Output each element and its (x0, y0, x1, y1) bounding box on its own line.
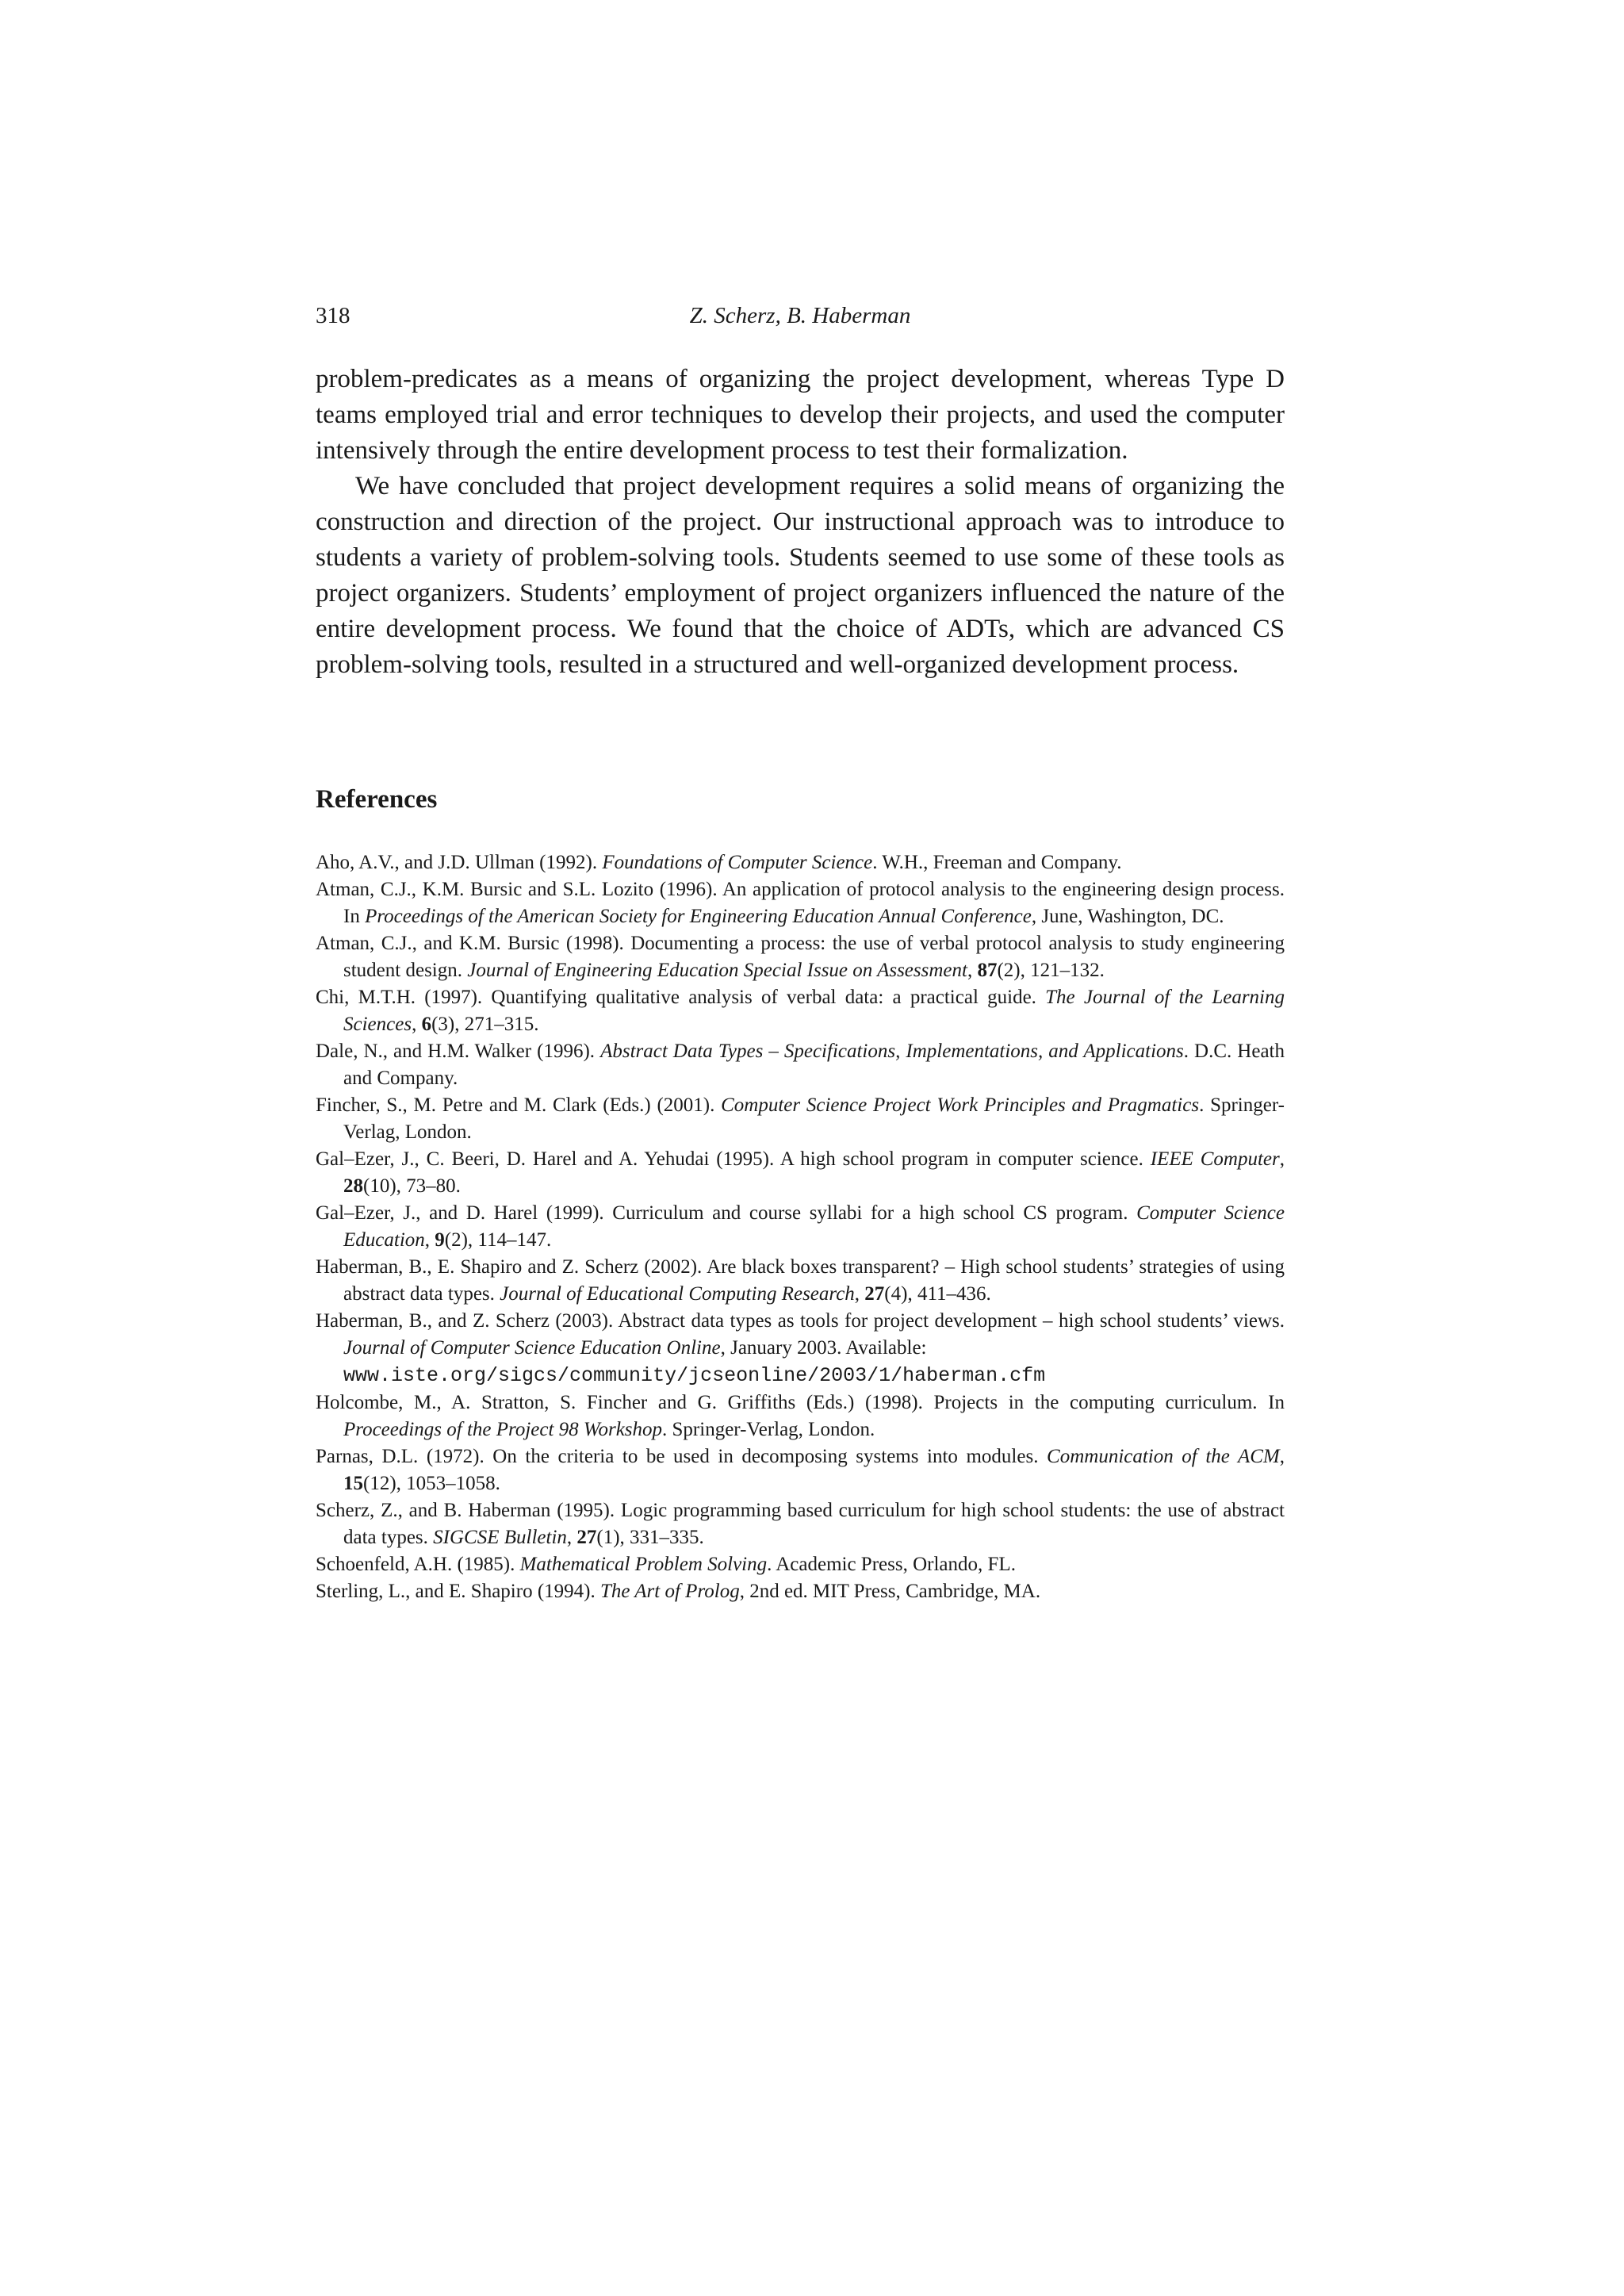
paragraph: problem-predicates as a means of organizing the project development, whereas Type D teams employed trial and error techniques to develop their projects, and used the computer intensively through the entire development process to test their formalization. (316, 365, 1285, 465)
reference-list (316, 849, 1285, 1605)
reference-item: Sterling, L., and E. Shapiro (1994). The Art of Prolog, 2nd ed. MIT Press, Cambridge, MA. (316, 1581, 1041, 1602)
reference-item: Atman, C.J., K.M. Bursic and S.L. Lozito (1996). An application of protocol analysis to the engineering design process. In Proceedings of the American Society for Engineering Education Annual Conference, June, Washington, DC. (316, 879, 1285, 927)
references-heading: References (316, 785, 438, 814)
reference-item: Holcombe, M., A. Stratton, S. Fincher and G. Griffiths (Eds.) (1998). Projects in the computing curriculum. In Proceedings of the Project 98 Workshop. Springer-Verlag, London. (316, 1392, 1285, 1440)
reference-item: Haberman, B., and Z. Scherz (2003). Abstract data types as tools for project development – high school students’ views. Journal of Computer Science Education Online, January 2003. Available: www.iste.org/sigcs/community/jcseonline/2003/1/haberman.cfm (316, 1310, 1285, 1387)
page-number: 318 (316, 303, 350, 328)
reference-item: Atman, C.J., and K.M. Bursic (1998). Documenting a process: the use of verbal protocol analysis to study engineering student design. Journal of Engineering Education Special Issue on Assessment, 87(2), 121–132. (316, 933, 1285, 981)
reference-item: Dale, N., and H.M. Walker (1996). Abstract Data Types – Specifications, Implementations, and Applications. D.C. Heath and Company. (316, 1041, 1285, 1089)
reference-item: Gal–Ezer, J., C. Beeri, D. Harel and A. Yehudai (1995). A high school program in computer science. IEEE Computer, 28(10), 73–80. (316, 1148, 1285, 1197)
reference-item: Aho, A.V., and J.D. Ullman (1992). Foundations of Computer Science. W.H., Freeman and Company. (316, 852, 1122, 873)
paragraph: We have concluded that project development requires a solid means of organizing the construction and direction of the project. Our instructional approach was to introduce to students a variety of problem-solving tools. Students seemed to use some of these tools as project organizers. Students’ employment of project organizers influenced the nature of the entire development process. We found that the choice of ADTs, which are advanced CS problem-solving tools, resulted in a structured and well-organized development process. (316, 472, 1285, 679)
reference-item: Gal–Ezer, J., and D. Harel (1999). Curriculum and course syllabi for a high school CS program. Computer Science Education, 9(2), 114–147. (316, 1202, 1285, 1251)
reference-item: Parnas, D.L. (1972). On the criteria to be used in decomposing systems into modules. Communication of the ACM, 15(12), 1053–1058. (316, 1446, 1285, 1494)
running-head-authors: Z. Scherz, B. Haberman (689, 303, 911, 328)
reference-item: Scherz, Z., and B. Haberman (1995). Logic programming based curriculum for high school students: the use of abstract data types. SIGCSE Bulletin, 27(1), 331–335. (316, 1500, 1285, 1548)
reference-item: Haberman, B., E. Shapiro and Z. Scherz (2002). Are black boxes transparent? – High school students’ strategies of using abstract data types. Journal of Educational Computing Research, 27(4), 411–436. (316, 1256, 1285, 1305)
running-header (316, 303, 1285, 335)
reference-item: Chi, M.T.H. (1997). Quantifying qualitative analysis of verbal data: a practical guide. The Journal of the Learning Sciences, 6(3), 271–315. (316, 987, 1285, 1035)
body-text (316, 362, 1285, 683)
reference-item: Schoenfeld, A.H. (1985). Mathematical Problem Solving. Academic Press, Orlando, FL. (316, 1554, 1016, 1575)
reference-item: Fincher, S., M. Petre and M. Clark (Eds.) (2001). Computer Science Project Work Principles and Pragmatics. Springer-Verlag, London. (316, 1094, 1285, 1143)
reference-url: www.iste.org/sigcs/community/jcseonline/2003/1/haberman.cfm (343, 1364, 1046, 1387)
